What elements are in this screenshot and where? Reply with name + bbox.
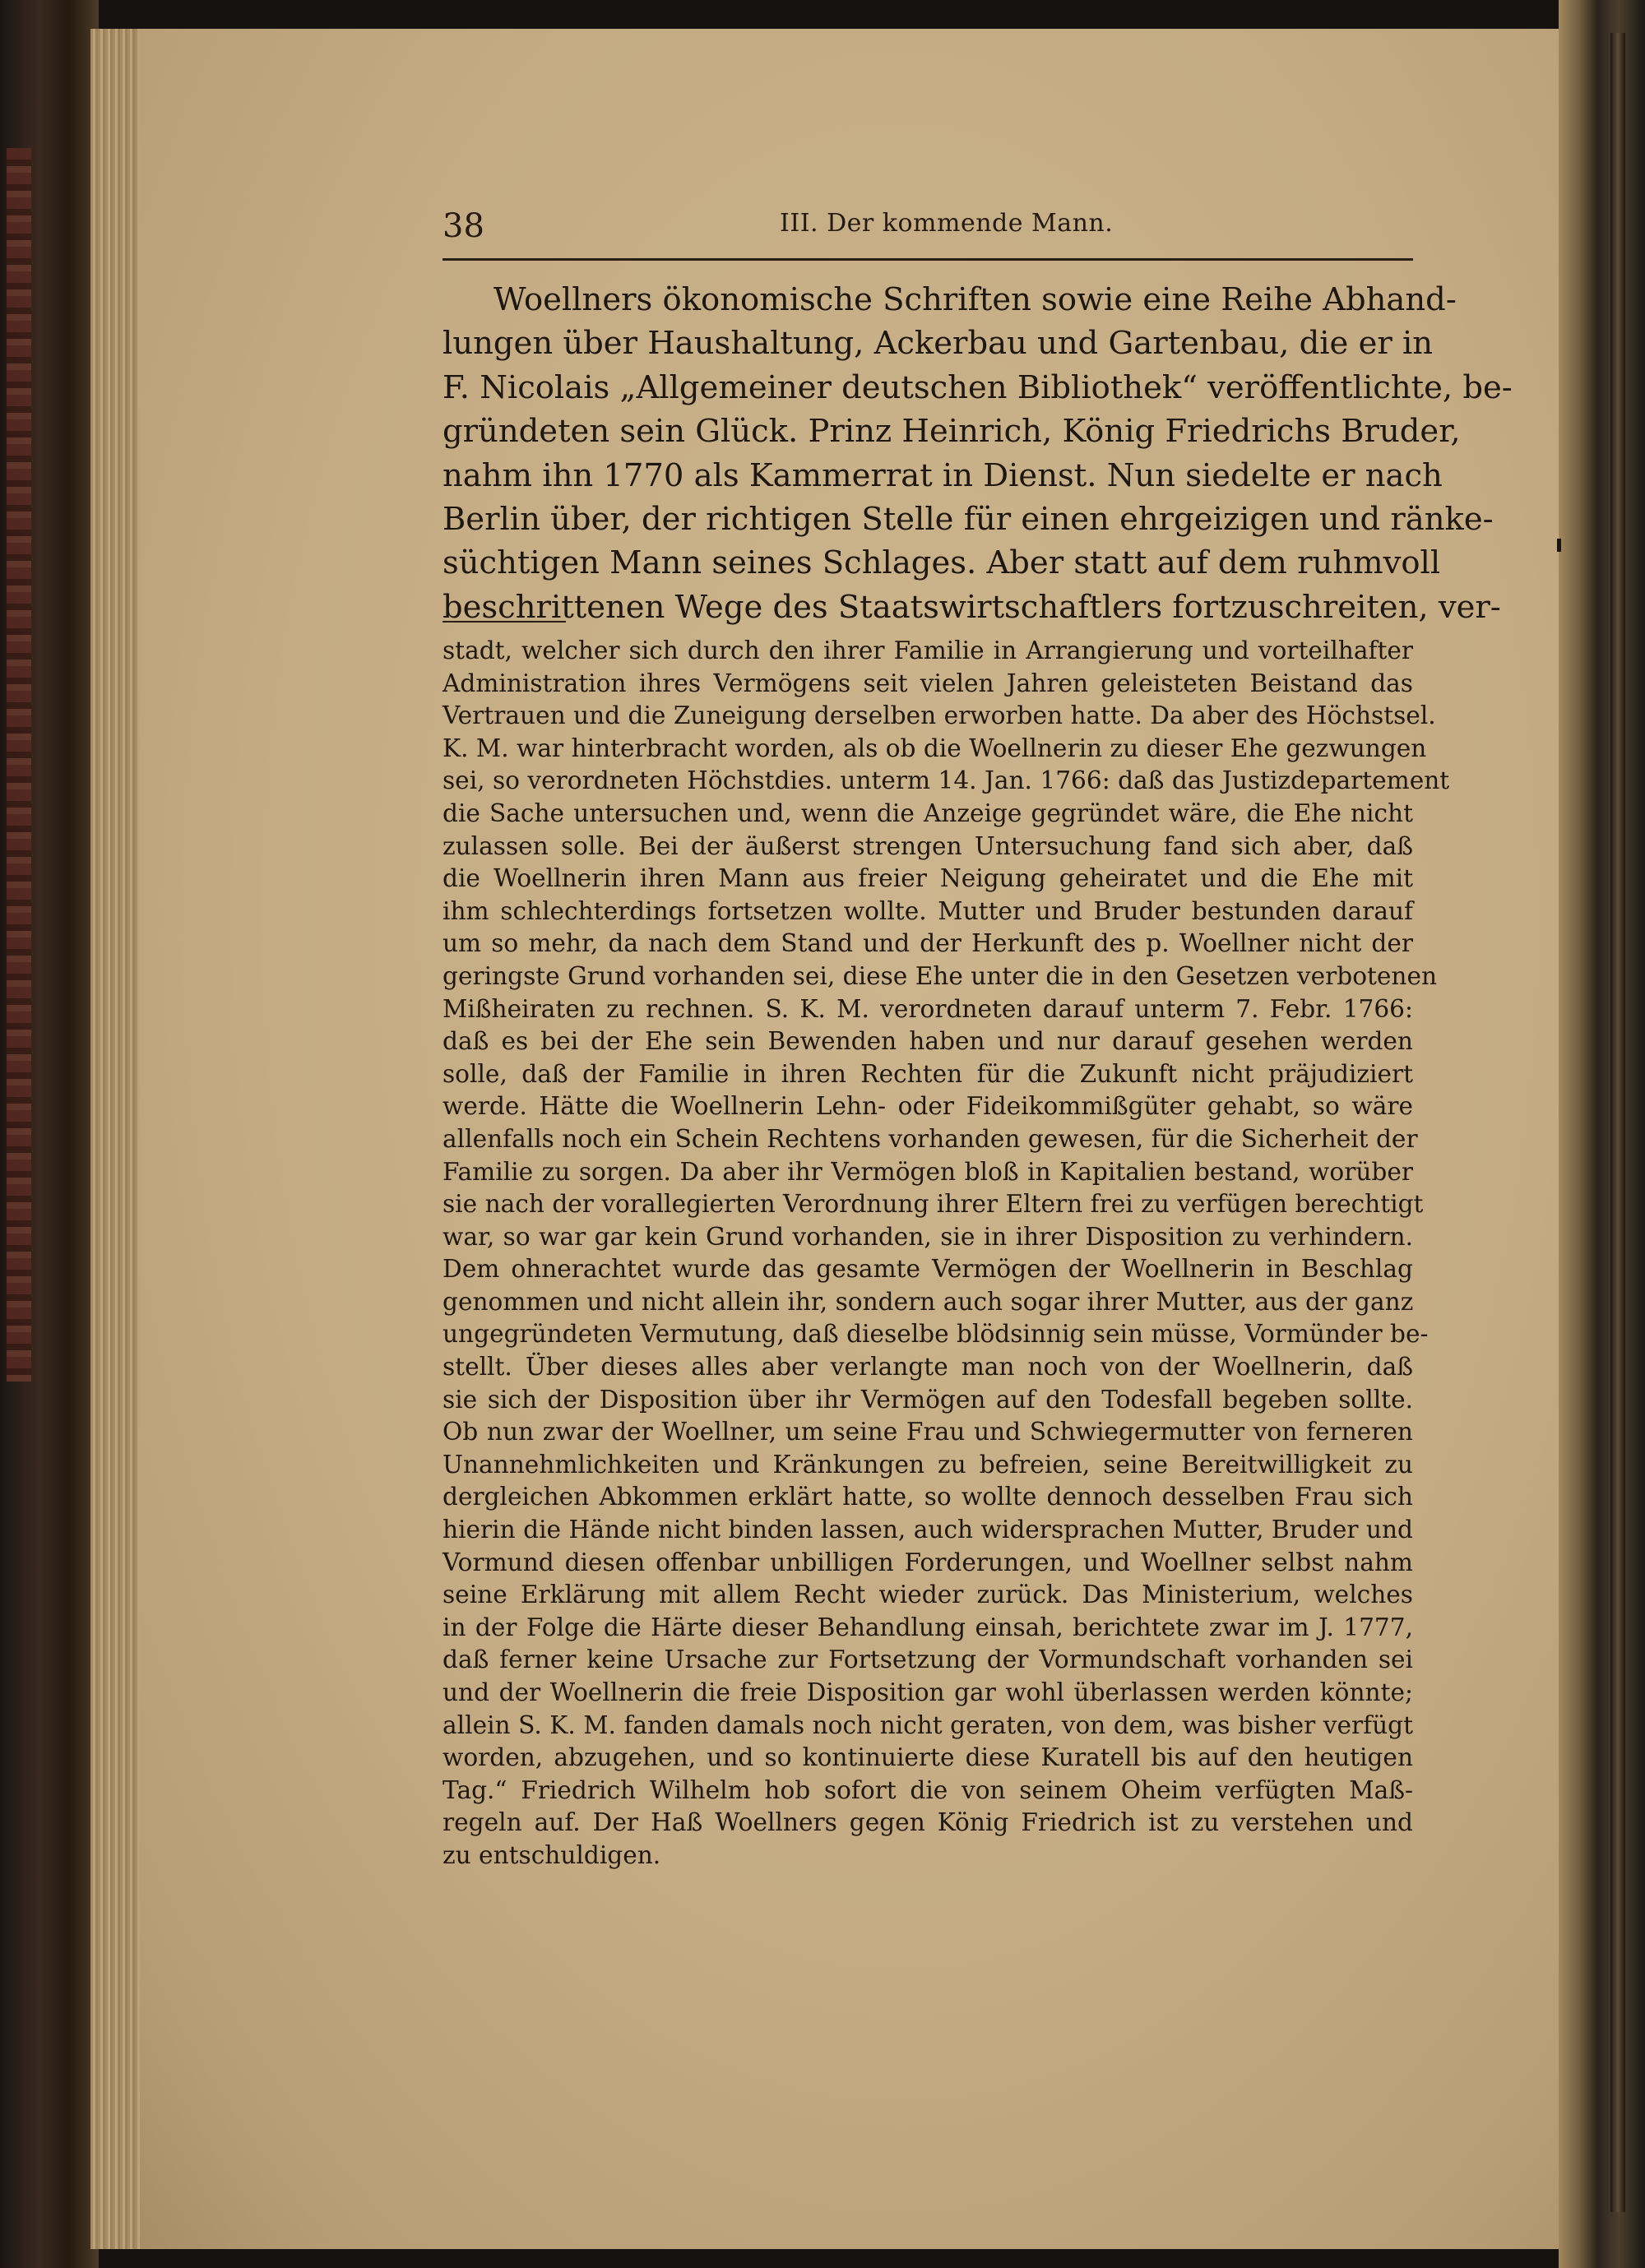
footnote-line: Mißheiraten zu rechnen. S. K. M. verordneten darauf unterm 7. Febr. 1766: xyxy=(443,994,1413,1023)
footnote xyxy=(443,635,1450,1872)
footnote-line: genommen und nicht allein ihr, sondern auch sogar ihrer Mutter, aus der ganz xyxy=(443,1287,1414,1316)
footnote-line: Tag.“ Friedrich Wilhelm hob sofort die von seinem Oheim verfügten Maß- xyxy=(443,1775,1413,1804)
footnote-line: allenfalls noch ein Schein Rechtens vorhanden gewesen, für die Sicherheit der xyxy=(443,1124,1418,1153)
text-line: süchtigen Mann seines Schlages. Aber statt auf dem ruhmvoll xyxy=(443,544,1441,582)
text-line: beschrittenen Wege des Staatswirtschaftlers fortzuschreiten, ver- xyxy=(443,588,1501,626)
text-line: gründeten sein Glück. Prinz Heinrich, König Friedrichs Bruder, xyxy=(443,413,1461,451)
footnote-line: solle, daß der Familie in ihren Rechten für die Zukunft nicht präjudiziert xyxy=(443,1059,1413,1088)
footnote-line: Vertrauen und die Zuneigung derselben erworben hatte. Da aber des Höchstsel. xyxy=(443,701,1436,730)
footnote-line: stellt. Über dieses alles aber verlangte man noch von der Woellnerin, daß xyxy=(443,1353,1413,1382)
footnote-line: und der Woellnerin die freie Disposition gar wohl überlassen werden könnte; xyxy=(443,1678,1413,1706)
footnote-line: Familie zu sorgen. Da aber ihr Vermögen bloß in Kapitalien bestand, worüber xyxy=(443,1157,1413,1186)
main-paragraph xyxy=(443,278,1513,629)
footnote-line: Unannehmlichkeiten und Kränkungen zu befreien, seine Bereitwilligkeit zu xyxy=(443,1450,1413,1479)
page-header xyxy=(443,207,1413,257)
footnote-line: seine Erklärung mit allem Recht wieder zurück. Das Ministerium, welches xyxy=(443,1581,1413,1609)
binding-fabric xyxy=(7,148,31,1382)
footnote-line: sie sich der Disposition über ihr Vermögen auf den Todesfall begeben sollte. xyxy=(443,1385,1413,1414)
text-line: Woellners ökonomische Schriften sowie eine Reihe Abhand- xyxy=(494,281,1457,318)
footnote-line: dergleichen Abkommen erklärt hatte, so wollte dennoch desselben Frau sich xyxy=(443,1483,1413,1511)
footnote-line: war, so war gar kein Grund vorhanden, sie in ihrer Disposition zu verhindern. xyxy=(443,1222,1413,1251)
footnote-line: ihm schlechterdings fortsetzen wollte. Mutter und Bruder bestunden darauf xyxy=(443,896,1413,925)
footnote-line: die Sache untersuchen und, wenn die Anzeige gegründet wäre, die Ehe nicht xyxy=(443,798,1413,827)
footnote-line: K. M. war hinterbracht worden, als ob die Woellnerin zu dieser Ehe gezwungen xyxy=(443,734,1427,762)
footnote-line: ungegründeten Vermutung, daß dieselbe blödsinnig sein müsse, Vormünder be- xyxy=(443,1320,1429,1349)
footnote-line: hierin die Hände nicht binden lassen, auch widersprachen Mutter, Bruder und xyxy=(443,1516,1413,1544)
text-line: Berlin über, der richtigen Stelle für einen ehrgeizigen und ränke- xyxy=(443,501,1494,539)
footnote-line: zulassen solle. Bei der äußerst strengen Untersuchung fand sich aber, daß xyxy=(443,831,1413,860)
footnote-line: daß es bei der Ehe sein Bewenden haben und nur darauf gesehen werden xyxy=(443,1027,1413,1056)
footnote-line: worden, abzugehen, und so kontinuierte diese Kuratell bis auf den heutigen xyxy=(443,1743,1413,1772)
text-line: F. Nicolais „Allgemeiner deutschen Bibliothek“ veröffentlichte, be- xyxy=(443,368,1513,406)
left-binding xyxy=(0,0,99,2268)
running-title: III. Der kommende Mann. xyxy=(780,209,1114,238)
footnote-line: regeln auf. Der Haß Woellners gegen König Friedrich ist zu verstehen und xyxy=(443,1808,1413,1837)
page-edges xyxy=(90,29,140,2249)
footnote-line: in der Folge die Härte dieser Behandlung einsah, berichtete zwar im J. 1777, xyxy=(443,1613,1413,1641)
footnote-line: stadt, welcher sich durch den ihrer Familie in Arrangierung und vorteilhafter xyxy=(443,636,1413,664)
footnote-rule xyxy=(443,621,566,623)
footnote-line: Ob nun zwar der Woellner, um seine Frau und Schwiegermutter von ferneren xyxy=(443,1418,1413,1446)
footnote-line: die Woellnerin ihren Mann aus freier Neigung geheiratet und die Ehe mit xyxy=(443,864,1413,893)
footnote-line: Administration ihres Vermögens seit vielen Jahren geleisteten Beistand das xyxy=(443,669,1413,697)
header-rule xyxy=(443,258,1413,261)
right-spine xyxy=(1559,0,1645,2268)
margin-mark xyxy=(1557,539,1561,552)
footnote-line: allein S. K. M. fanden damals noch nicht geraten, von dem, was bisher verfügt xyxy=(443,1710,1413,1739)
page-number: 38 xyxy=(443,207,484,245)
footnote-line: Dem ohnerachtet wurde das gesamte Vermögen der Woellnerin in Beschlag xyxy=(443,1255,1413,1284)
footnote-line: geringste Grund vorhanden sei, diese Ehe unter die in den Gesetzen verbotenen xyxy=(443,961,1438,990)
text-line: nahm ihn 1770 als Kammerrat in Dienst. Nun siedelte er nach xyxy=(443,456,1443,494)
footnote-line: werde. Hätte die Woellnerin Lehn- oder Fideikommißgüter gehabt, so wäre xyxy=(443,1092,1413,1121)
footnote-line: daß ferner keine Ursache zur Fortsetzung der Vormundschaft vorhanden sei xyxy=(443,1645,1413,1674)
footnote-line: Vormund diesen offenbar unbilligen Forderungen, und Woellner selbst nahm xyxy=(443,1548,1413,1576)
footnote-line: sei, so verordneten Höchstdies. unterm 14. Jan. 1766: daß das Justizdepartement xyxy=(443,766,1450,795)
text-line: lungen über Haushaltung, Ackerbau und Gartenbau, die er in xyxy=(443,325,1434,363)
footnote-line: zu entschuldigen. xyxy=(443,1840,661,1869)
footnote-line: um so mehr, da nach dem Stand und der Herkunft des p. Woellner nicht der xyxy=(443,929,1413,958)
spine-strip xyxy=(1610,33,1625,2212)
footnote-line: sie nach der vorallegierten Verordnung ihrer Eltern frei zu verfügen berechtigt xyxy=(443,1190,1424,1219)
